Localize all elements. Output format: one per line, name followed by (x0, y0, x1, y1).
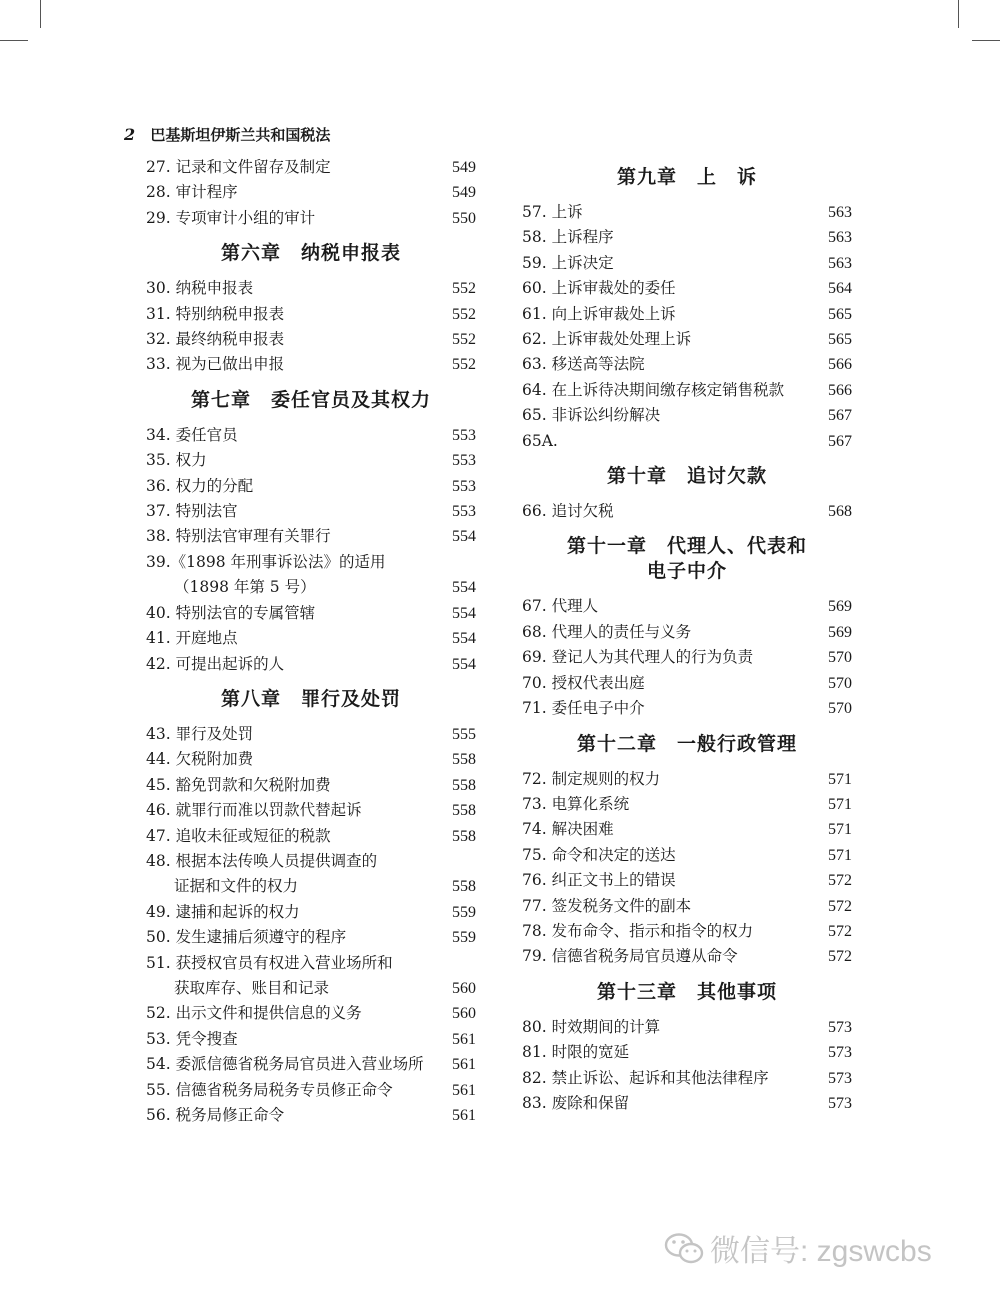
toc-entry-title: 39.《1898 年刑事诉讼法》的适用 (146, 552, 386, 571)
chapter-title-line: 第十二章 一般行政管理 (576, 732, 797, 755)
toc-entry[interactable] (522, 843, 852, 868)
toc-entry-page: 563 (828, 204, 852, 221)
toc-entry-title: 74. 解决困难 (522, 820, 614, 839)
toc-entry[interactable] (146, 155, 476, 180)
toc-entry-title: 36. 权力的分配 (146, 476, 254, 495)
toc-entry[interactable] (522, 919, 852, 944)
toc-entry-title: 31. 特别纳税申报表 (146, 304, 285, 323)
toc-entry-title: 43. 罪行及处罚 (146, 724, 254, 743)
toc-entry-page: 553 (452, 503, 476, 521)
toc-entry[interactable] (522, 429, 852, 454)
toc-entry[interactable] (522, 767, 852, 792)
toc-entry-page: 558 (452, 827, 476, 845)
toc-entry-page: 553 (452, 426, 476, 444)
toc-entry-page: 565 (828, 331, 852, 349)
toc-entry-page: 570 (828, 700, 852, 718)
toc-entry-title: 41. 开庭地点 (146, 629, 238, 648)
toc-entry-page: 561 (452, 1081, 476, 1099)
crop-mark (0, 40, 28, 41)
toc-entry[interactable] (146, 747, 476, 772)
toc-entry-page: 567 (828, 407, 852, 425)
toc-entry-page: 561 (452, 1030, 476, 1048)
chapter-heading (146, 687, 476, 712)
toc-entry[interactable] (522, 944, 852, 969)
toc-entry[interactable] (146, 302, 476, 327)
toc-entry-page: 571 (828, 846, 852, 864)
toc-entry-title: 65. 非诉讼纠纷解决 (522, 406, 661, 425)
toc-entry-title: 51. 获授权官员有权进入营业场所和 (146, 953, 393, 972)
toc-entry-page: 563 (828, 254, 852, 272)
toc-entry[interactable] (522, 302, 852, 327)
toc-entry[interactable] (146, 849, 476, 900)
toc-entry-page: 572 (828, 922, 852, 940)
chapter-title-line: 第十一章 代理人、代表和 (566, 535, 807, 558)
toc-entry-title: 63. 移送高等法院 (522, 355, 645, 374)
toc-entry-title: 71. 委任电子中介 (522, 699, 645, 718)
toc-entry[interactable] (522, 645, 852, 670)
toc-entry[interactable] (522, 403, 852, 428)
toc-entry[interactable] (146, 524, 476, 549)
toc-entry-title: 45. 豁免罚款和欠税附加费 (146, 775, 331, 794)
toc-entry-page: 569 (828, 598, 852, 616)
toc-entry-title: 34. 委任官员 (146, 425, 238, 444)
toc-entry-title: 40. 特别法官的专属管辖 (146, 603, 316, 622)
toc-entry-title: 73. 电算化系统 (522, 794, 630, 813)
toc-entry-title: 80. 时效期间的计算 (522, 1017, 661, 1036)
toc-entry-page: 554 (452, 528, 476, 546)
toc-entry[interactable] (522, 327, 852, 352)
toc-entry-title-continued: （1898 年第 5 号） (174, 578, 316, 597)
toc-entry-page: 553 (452, 452, 476, 470)
toc-entry-page: 560 (452, 1005, 476, 1023)
toc-entry[interactable] (522, 671, 852, 696)
toc-entry-title: 47. 追收未征或短征的税款 (146, 826, 331, 845)
toc-entry-title: 64. 在上诉待决期间缴存核定销售税款 (522, 380, 785, 399)
toc-entry[interactable] (522, 817, 852, 842)
chapter-title-line: 电子中介 (646, 560, 727, 583)
toc-entry-page: 573 (828, 1018, 852, 1036)
toc-entry[interactable] (522, 1066, 852, 1091)
toc-entry-title: 35. 权力 (146, 451, 207, 470)
toc-entry-page: 563 (828, 229, 852, 247)
toc-entry-title: 29. 专项审计小组的审计 (146, 208, 316, 227)
toc-entry[interactable] (146, 448, 476, 473)
toc-entry[interactable] (146, 900, 476, 925)
crop-mark (40, 0, 41, 28)
toc-entry-title: 62. 上诉审裁处处理上诉 (522, 330, 692, 349)
toc-entry-title: 42. 可提出起诉的人 (146, 654, 285, 673)
toc-entry-title: 68. 代理人的责任与义务 (522, 622, 692, 641)
toc-entry-page: 553 (452, 477, 476, 495)
toc-entry[interactable] (146, 499, 476, 524)
toc-entry-title: 46. 就罪行而准以罚款代替起诉 (146, 801, 362, 820)
page-number: 2 (124, 125, 136, 144)
toc-entry-page: 568 (828, 503, 852, 521)
toc-entry[interactable] (522, 1040, 852, 1065)
toc-entry[interactable] (146, 1052, 476, 1077)
toc-entry-title: 27. 记录和文件留存及制定 (146, 158, 331, 176)
toc-entry-title: 54. 委派信德省税务局官员进入营业场所 (146, 1055, 424, 1074)
toc-entry-page: 566 (828, 356, 852, 374)
watermark-text: 微信号: zgswcbs (710, 1235, 932, 1268)
toc-entry-page: 559 (452, 929, 476, 947)
toc-entry[interactable] (522, 620, 852, 645)
toc-entry[interactable] (146, 951, 476, 1002)
toc-entry-title: 79. 信德省税务局官员遵从命令 (522, 947, 738, 966)
toc-entry-page: 558 (452, 776, 476, 794)
chapter-heading (146, 241, 476, 266)
toc-entry-page: 560 (452, 979, 476, 997)
toc-entry[interactable] (146, 550, 476, 601)
toc-entry-page: 552 (452, 305, 476, 323)
toc-entry-page: 572 (828, 948, 852, 966)
toc-entry-page: 549 (452, 184, 476, 202)
toc-entry-title: 82. 禁止诉讼、起诉和其他法律程序 (522, 1068, 769, 1087)
toc-entry-title-continued: 证据和文件的权力 (174, 877, 299, 896)
crop-mark (972, 40, 1000, 41)
toc-entry[interactable] (522, 792, 852, 817)
toc-entry[interactable] (146, 798, 476, 823)
toc-entry[interactable] (522, 894, 852, 919)
toc-entry-page: 566 (828, 381, 852, 399)
toc-entry-title: 50. 发生逮捕后须遵守的程序 (146, 928, 347, 947)
toc-entry-title: 57. 上诉 (522, 203, 583, 221)
toc-entry-title: 44. 欠税附加费 (146, 750, 254, 769)
toc-entry[interactable] (522, 499, 852, 524)
toc-entry-page: 554 (452, 630, 476, 648)
watermark (664, 1226, 932, 1274)
crop-mark (958, 0, 959, 28)
toc-entry-page: 552 (452, 356, 476, 374)
toc-entry[interactable] (146, 352, 476, 377)
toc-left-column (146, 155, 476, 1128)
toc-entry[interactable] (146, 180, 476, 205)
toc-entry[interactable] (146, 1103, 476, 1128)
toc-entry[interactable] (146, 1001, 476, 1026)
toc-entry-title: 67. 代理人 (522, 597, 599, 616)
toc-entry-page: 573 (828, 1044, 852, 1062)
toc-entry[interactable] (522, 225, 852, 250)
toc-entry-page: 569 (828, 623, 852, 641)
toc-entry-title: 30. 纳税申报表 (146, 279, 254, 298)
chapter-title-line: 第十章 追讨欠款 (606, 465, 767, 488)
toc-entry-page: 573 (828, 1069, 852, 1087)
toc-entry[interactable] (146, 1027, 476, 1052)
toc-entry-page: 558 (452, 802, 476, 820)
toc-entry-title: 53. 凭令搜查 (146, 1029, 238, 1048)
toc-entry-title: 61. 向上诉审裁处上诉 (522, 304, 676, 323)
toc-entry-page: 567 (828, 432, 852, 450)
toc-entry-page: 573 (828, 1094, 852, 1112)
toc-entry-title: 38. 特别法官审理有关罪行 (146, 527, 331, 546)
toc-entry-page: 572 (828, 872, 852, 890)
toc-entry[interactable] (522, 594, 852, 619)
toc-entry-page: 555 (452, 725, 476, 743)
toc-entry[interactable] (146, 206, 476, 231)
toc-entry[interactable] (522, 868, 852, 893)
toc-entry-page: 570 (828, 649, 852, 667)
toc-entry-title: 52. 出示文件和提供信息的义务 (146, 1004, 362, 1023)
toc-entry-title: 60. 上诉审裁处的委任 (522, 279, 676, 298)
toc-entry-page: 570 (828, 674, 852, 692)
toc-entry[interactable] (522, 696, 852, 721)
wechat-icon (664, 1232, 704, 1274)
toc-entry-page: 552 (452, 280, 476, 298)
toc-entry-title: 49. 逮捕和起诉的权力 (146, 902, 300, 921)
toc-entry-title: 83. 废除和保留 (522, 1093, 630, 1112)
chapter-heading (522, 534, 852, 584)
toc-entry-title: 59. 上诉决定 (522, 253, 614, 272)
toc-entry[interactable] (146, 626, 476, 651)
toc-entry[interactable] (146, 601, 476, 626)
toc-entry-page: 554 (452, 655, 476, 673)
toc-entry-title: 76. 纠正文书上的错误 (522, 871, 676, 890)
toc-entry-title: 65A. (522, 431, 558, 450)
chapter-title-line: 第六章 纳税申报表 (220, 242, 401, 265)
toc-entry-page: 554 (452, 604, 476, 622)
toc-entry-title: 78. 发布命令、指示和指令的权力 (522, 921, 754, 940)
page-header (124, 124, 330, 145)
toc-entry-title: 56. 税务局修正命令 (146, 1106, 285, 1124)
toc-entry[interactable] (146, 722, 476, 747)
chapter-heading (522, 464, 852, 489)
chapter-title-line: 第十三章 其他事项 (596, 980, 777, 1003)
toc-entry[interactable] (522, 200, 852, 225)
toc-entry-page: 565 (828, 305, 852, 323)
toc-right-column (522, 165, 852, 1116)
toc-entry-title: 70. 授权代表出庭 (522, 673, 645, 692)
toc-entry[interactable] (522, 1091, 852, 1116)
toc-entry[interactable] (522, 251, 852, 276)
toc-entry-title: 69. 登记人为其代理人的行为负责 (522, 648, 754, 667)
toc-entry-page: 550 (452, 209, 476, 227)
toc-entry-page: 558 (452, 878, 476, 896)
chapter-title-line: 第七章 委任官员及其权力 (190, 388, 431, 411)
toc-entry-page: 554 (452, 579, 476, 597)
toc-entry-title: 72. 制定规则的权力 (522, 769, 661, 788)
toc-entry-page: 559 (452, 903, 476, 921)
toc-entry-page: 552 (452, 331, 476, 349)
chapter-heading (522, 165, 852, 190)
toc-entry[interactable] (146, 773, 476, 798)
toc-entry-title: 66. 追讨欠税 (522, 502, 614, 521)
toc-entry[interactable] (522, 1015, 852, 1040)
chapter-title-line: 第八章 罪行及处罚 (220, 687, 401, 710)
book-title: 巴基斯坦伊斯兰共和国税法 (150, 126, 331, 144)
toc-entry-title: 77. 签发税务文件的副本 (522, 896, 692, 915)
chapter-heading (522, 732, 852, 757)
toc-entry-page: 561 (452, 1056, 476, 1074)
toc-entry-title: 37. 特别法官 (146, 502, 238, 521)
toc-entry[interactable] (522, 276, 852, 301)
chapter-heading (522, 980, 852, 1005)
toc-entry-title: 48. 根据本法传唤人员提供调查的 (146, 851, 378, 870)
toc-entry[interactable] (146, 1078, 476, 1103)
toc-entry-title-continued: 获取库存、账目和记录 (174, 978, 330, 997)
toc-entry[interactable] (146, 474, 476, 499)
toc-entry-page: 571 (828, 821, 852, 839)
toc-entry-title: 58. 上诉程序 (522, 228, 614, 247)
toc-entry-title: 32. 最终纳税申报表 (146, 330, 285, 349)
toc-entry-page: 558 (452, 751, 476, 769)
toc-entry-title: 55. 信德省税务局税务专员修正命令 (146, 1080, 393, 1099)
toc-entry[interactable] (522, 352, 852, 377)
toc-entry[interactable] (146, 925, 476, 950)
toc-entry-title: 75. 命令和决定的送达 (522, 845, 676, 864)
toc-entry[interactable] (146, 652, 476, 677)
toc-entry[interactable] (146, 276, 476, 301)
toc-entry[interactable] (146, 327, 476, 352)
toc-entry-page: 571 (828, 795, 852, 813)
toc-entry-title: 33. 视为已做出申报 (146, 355, 285, 374)
toc-entry[interactable] (522, 378, 852, 403)
toc-entry-page: 571 (828, 770, 852, 788)
toc-entry-title: 28. 审计程序 (146, 183, 238, 202)
toc-entry-page: 549 (452, 159, 476, 176)
toc-entry-page: 561 (452, 1107, 476, 1124)
toc-entry[interactable] (146, 423, 476, 448)
toc-entry[interactable] (146, 824, 476, 849)
chapter-heading (146, 388, 476, 413)
chapter-title-line: 第九章 上 诉 (616, 166, 757, 188)
toc-entry-page: 564 (828, 280, 852, 298)
toc-entry-title: 81. 时限的宽延 (522, 1043, 630, 1062)
toc-entry-page: 572 (828, 897, 852, 915)
